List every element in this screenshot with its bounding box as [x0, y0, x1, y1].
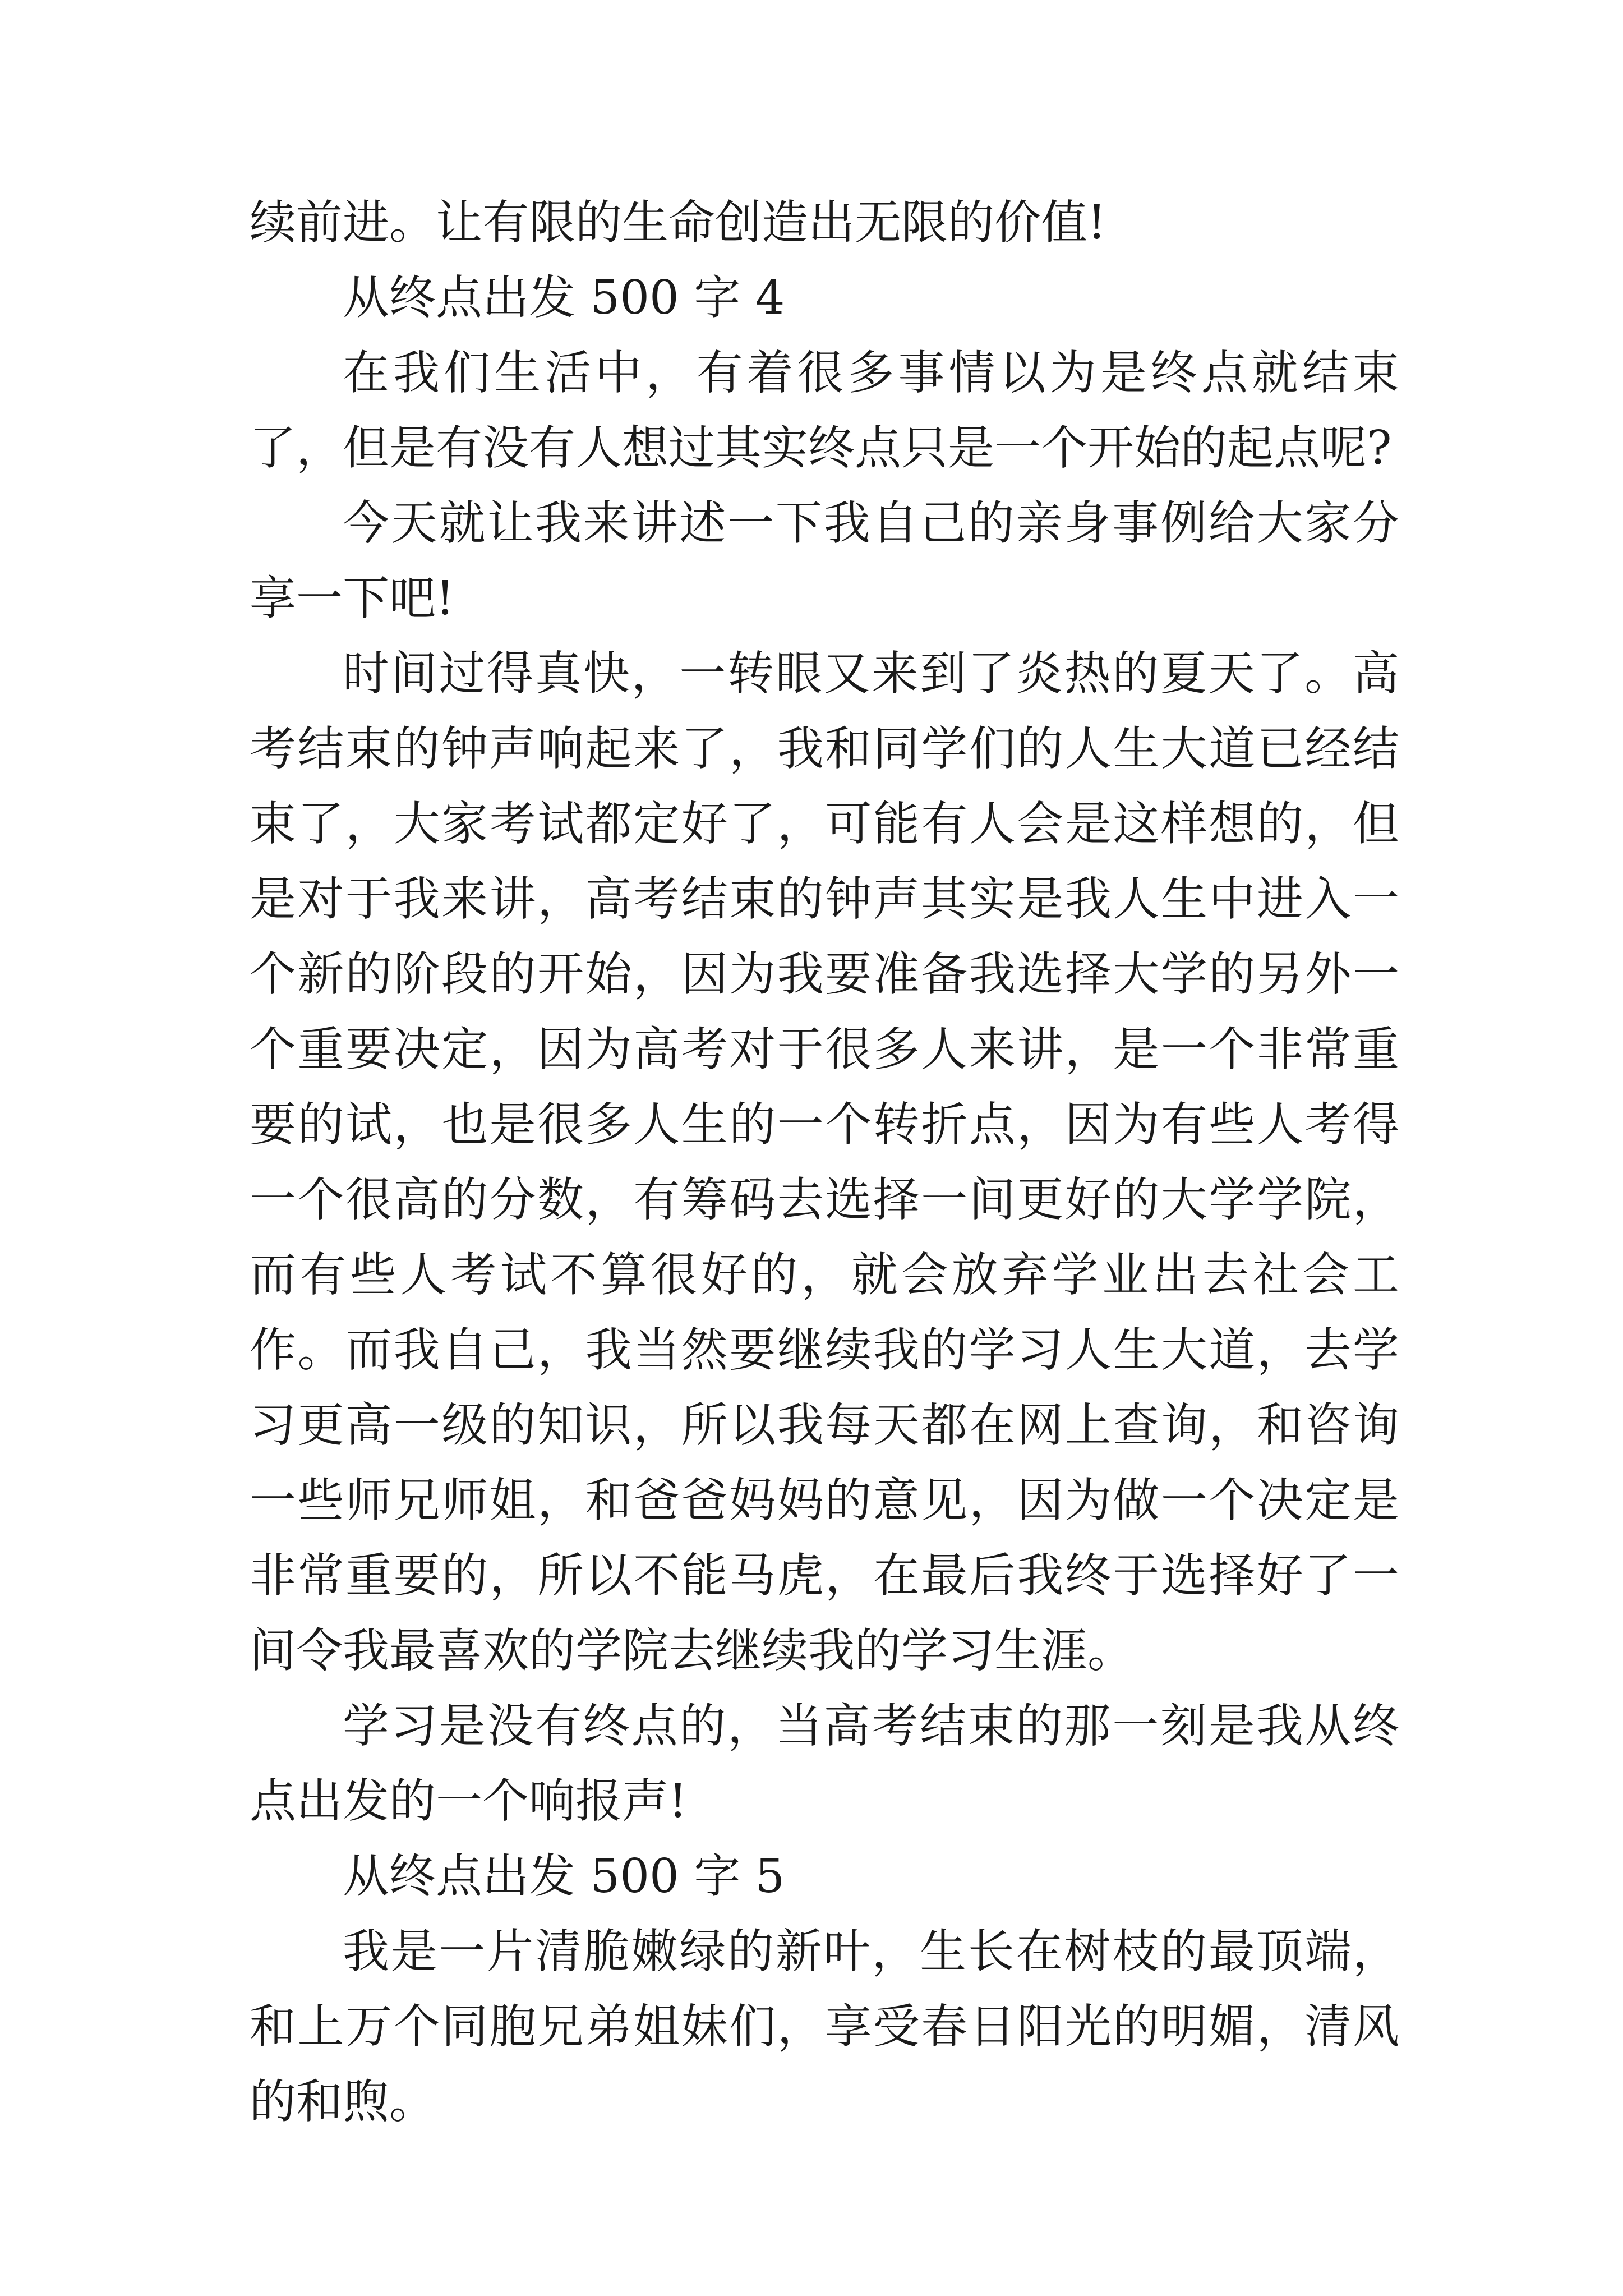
section-heading-5: 从终点出发 500 字 5	[343, 1849, 785, 1903]
paragraph: 我是一片清脆嫩绿的新叶，生长在树枝的最顶端，和上万个同胞兄弟姐妹们，享受春日阳光的明媚，清风的和煦。	[250, 1924, 1399, 2129]
continuation-text: 续前进。让有限的生命创造出无限的价值!	[250, 195, 1106, 250]
paragraph: 时间过得真快，一转眼又来到了炎热的夏天了。高考结束的钟声响起来了，我和同学们的人生大道已经结束了，大家考试都定好了，可能有人会是这样想的，但是对于我来讲，高考结束的钟声其实是我人生中进入一个新的阶段的开始，因为我要准备我选择大学的另外一个重要决定，因为高考对于很多人来讲，是一个非常重要的试，也是很多人生的一个转折点，因为有些人考得一个很高的分数，有筹码去选择一间更好的大学学院，而有些人考试不算很好的，就会放弃学业出去社会工作。而我自己，我当然要继续我的学习人生大道，去学习更高一级的知识，所以我每天都在网上查询，和咨询一些师兄师姐，和爸爸妈妈的意见，因为做一个决定是非常重要的，所以不能马虎，在最后我终于选择好了一间令我最喜欢的学院去继续我的学习生涯。	[250, 646, 1399, 1678]
section-heading-4: 从终点出发 500 字 4	[343, 270, 785, 325]
paragraph: 在我们生活中，有着很多事情以为是终点就结束了，但是有没有人想过其实终点只是一个开始的起点呢?	[250, 346, 1399, 475]
paragraph: 学习是没有终点的，当高考结束的那一刻是我从终点出发的一个响报声!	[250, 1699, 1399, 1828]
document-page	[250, 185, 1399, 2139]
paragraph: 今天就让我来讲述一下我自己的亲身事例给大家分享一下吧!	[250, 496, 1399, 625]
